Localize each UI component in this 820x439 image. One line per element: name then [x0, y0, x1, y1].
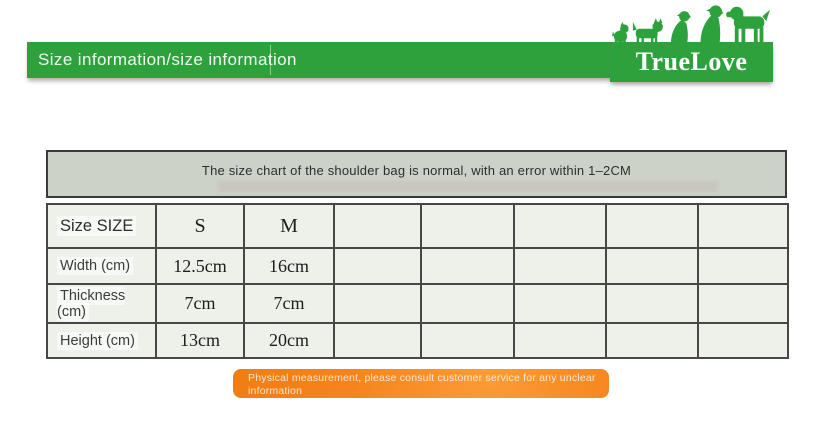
table-row	[47, 323, 788, 358]
row-header: Thickness (cm)	[47, 284, 156, 323]
empty-cell	[334, 323, 421, 358]
row-header: Width (cm)	[47, 248, 156, 284]
cell-thickness-m: 7cm	[244, 284, 334, 323]
empty-cell	[514, 248, 606, 284]
empty-cell	[606, 204, 698, 248]
cell-height-s: 13cm	[156, 323, 244, 358]
table-row	[47, 204, 788, 248]
empty-cell	[698, 323, 788, 358]
cell-width-s: 12.5cm	[156, 248, 244, 284]
empty-cell	[334, 248, 421, 284]
text-cursor	[270, 45, 271, 75]
row-header: Height (cm)	[47, 323, 156, 358]
measurement-notice	[233, 369, 609, 398]
cell-height-m: 20cm	[244, 323, 334, 358]
empty-cell	[606, 323, 698, 358]
size-table-container	[46, 203, 787, 359]
empty-cell	[334, 204, 421, 248]
size-chart-note-banner	[46, 150, 787, 198]
header-bar	[27, 42, 773, 78]
measurement-notice-text: Physical measurement, please consult customer service for any unclear information	[248, 372, 596, 397]
cell-size-m: M	[244, 204, 334, 248]
size-table	[46, 203, 789, 359]
empty-cell	[514, 323, 606, 358]
empty-cell	[606, 248, 698, 284]
page-title: Size information/size information	[38, 50, 297, 69]
table-row	[47, 284, 788, 323]
empty-cell	[698, 284, 788, 323]
empty-cell	[421, 284, 514, 323]
empty-cell	[698, 248, 788, 284]
empty-cell	[421, 323, 514, 358]
empty-cell	[334, 284, 421, 323]
cell-width-m: 16cm	[244, 248, 334, 284]
empty-cell	[514, 284, 606, 323]
dogs-silhouette-icon	[606, 3, 776, 43]
faded-watermark	[218, 181, 718, 192]
cell-size-s: S	[156, 204, 244, 248]
empty-cell	[421, 248, 514, 284]
logo-wordmark: TrueLove	[635, 47, 748, 76]
size-chart-note-text: The size chart of the shoulder bag is normal, with an error within 1–2CM	[201, 163, 632, 178]
empty-cell	[606, 284, 698, 323]
empty-cell	[421, 204, 514, 248]
truelove-logo	[610, 42, 773, 82]
empty-cell	[514, 204, 606, 248]
row-header: Size SIZE	[47, 204, 156, 248]
table-row	[47, 248, 788, 284]
empty-cell	[698, 204, 788, 248]
cell-thickness-s: 7cm	[156, 284, 244, 323]
